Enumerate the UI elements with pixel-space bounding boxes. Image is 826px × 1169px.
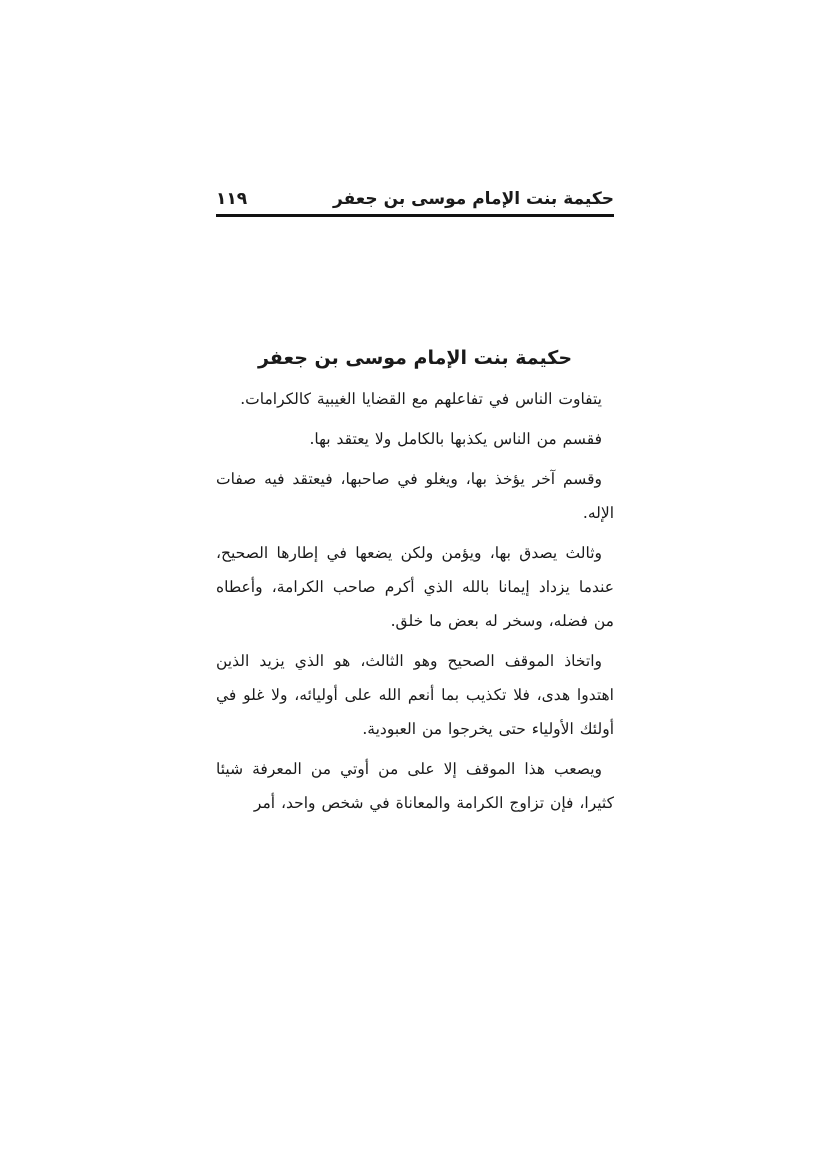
header-divider xyxy=(216,214,614,217)
body-text xyxy=(216,338,614,826)
section-heading: حكيمة بنت الإمام موسى بن جعفر xyxy=(257,347,573,369)
paragraph-5: واتخاذ الموقف الصحيح وهو الثالث، هو الذي يزيد الذين اهتدوا هدى، فلا تكذيب بما أنعم الله على أوليائه، ولا غلو في أولئك الأولياء حتى يخرجوا من العبودية. xyxy=(216,652,614,738)
paragraph-4: وثالث يصدق بها، ويؤمن ولكن يضعها في إطارها الصحيح، عندما يزداد إيمانا بالله الذي أكرم صاحب الكرامة، وأعطاه من فضله، وسخر له بعض ما خلق. xyxy=(216,544,614,630)
running-header-title: حكيمة بنت الإمام موسى بن جعفر xyxy=(333,189,614,209)
paragraph-2: فقسم من الناس يكذبها بالكامل ولا يعتقد بها. xyxy=(309,430,602,448)
page-number: ١١٩ xyxy=(216,189,248,209)
paragraph-6: ويصعب هذا الموقف إلا على من أوتي من المعرفة شيئا كثيرا، فإن تزاوج الكرامة والمعاناة في شخص واحد، أمر xyxy=(216,760,614,812)
paragraph-3: وقسم آخر يؤخذ بها، ويغلو في صاحبها، فيعتقد فيه صفات الإله. xyxy=(216,470,614,522)
paragraph-1: يتفاوت الناس في تفاعلهم مع القضايا الغيبية كالكرامات. xyxy=(240,390,602,408)
